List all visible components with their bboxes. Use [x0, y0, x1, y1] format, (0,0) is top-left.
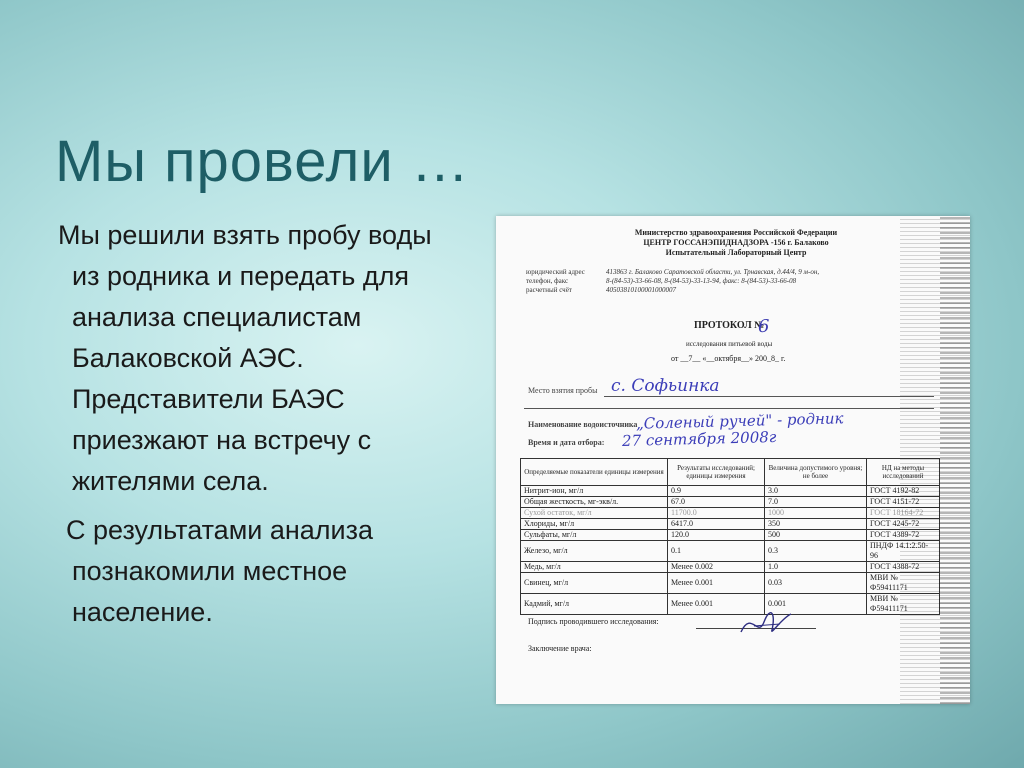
table-cell: Хлориды, мг/л: [521, 519, 668, 530]
table-cell: Железо, мг/л: [521, 541, 668, 562]
table-cell: Свинец, мг/л: [521, 573, 668, 594]
req-label-phone: телефон, факс: [526, 277, 569, 285]
table-cell: 0.001: [765, 594, 867, 615]
slide-text: [58, 215, 438, 641]
slide-title: Мы провели …: [55, 129, 470, 194]
col-header-method: НД на методы исследований: [867, 459, 940, 486]
signature-scribble: [736, 608, 796, 640]
protocol-label: ПРОТОКОЛ №: [694, 320, 765, 331]
table-cell: 11700.0: [668, 508, 765, 519]
table-cell: Менее 0.002: [668, 562, 765, 573]
table-cell: МВИ № Ф59411171: [867, 573, 940, 594]
table-cell: 0.9: [668, 486, 765, 497]
table-cell: Менее 0.001: [668, 573, 765, 594]
table-row: [521, 594, 940, 615]
req-value-account: 40503810100001000007: [606, 286, 676, 294]
table-row: [521, 486, 940, 497]
table-cell: МВИ № Ф59411171: [867, 594, 940, 615]
table-cell: Кадмий, мг/л: [521, 594, 668, 615]
req-label-address: юридический адрес: [526, 268, 585, 276]
table-cell: 500: [765, 530, 867, 541]
table-cell: 7.0: [765, 497, 867, 508]
doc-header-ministry: Министерство здравоохранения Российской Федерации: [634, 228, 838, 237]
results-table: [520, 458, 940, 615]
paragraph-2: С результатами анализа познакомили местное население.: [66, 515, 374, 627]
table-row: [521, 541, 940, 562]
table-cell: Менее 0.001: [668, 594, 765, 615]
table-row: [521, 530, 940, 541]
table-cell: 3.0: [765, 486, 867, 497]
protocol-number: 6: [758, 316, 770, 337]
conclusion-label: Заключение врача:: [528, 644, 592, 653]
paragraph-1: Мы решили взять пробу воды из родника и передать для анализа специалистам Балаковской АЭС. Представители БАЭС приезжают на встречу с жителями села.: [58, 220, 432, 496]
table-cell: 0.1: [668, 541, 765, 562]
sample-place-label: Место взятия пробы: [528, 386, 598, 395]
table-cell: ПНДФ 14.1:2.50-96: [867, 541, 940, 562]
table-cell: 0.3: [765, 541, 867, 562]
table-cell: 350: [765, 519, 867, 530]
table-cell: Нитрит-ион, мг/л: [521, 486, 668, 497]
table-cell: ГОСТ 4151-72: [867, 497, 940, 508]
source-value: „Соленый ручей" - родник: [635, 409, 844, 433]
table-cell: 120.0: [668, 530, 765, 541]
table-cell: ГОСТ 4388-72: [867, 562, 940, 573]
separator-line: [524, 408, 934, 409]
doc-header-center: ЦЕНТР ГОССАНЭПИДНАДЗОРА -156 г. Балаково: [643, 238, 829, 247]
table-cell: Сухой остаток, мг/л: [521, 508, 668, 519]
table-cell: ГОСТ 18164-72: [867, 508, 940, 519]
scan-noise-edge: [940, 216, 970, 704]
datetime-label: Время и дата отбора:: [528, 438, 605, 447]
source-label: Наименование водоисточника: [528, 420, 638, 429]
table-cell: 67.0: [668, 497, 765, 508]
sample-place-underline: [604, 396, 934, 397]
table-row: [521, 562, 940, 573]
table-cell: 1.0: [765, 562, 867, 573]
protocol-subtitle: исследования питьевой воды: [686, 340, 773, 348]
req-value-address: 413863 г. Балаково Саратовской области, ул. Трнавская, д.44/4, 9 м-он,: [606, 268, 820, 276]
table-row: [521, 519, 940, 530]
protocol-date: от __7__ «__октября__» 200_8_ г.: [671, 354, 786, 363]
table-cell: Общая жесткость, мг-экв/л.: [521, 497, 668, 508]
table-cell: 1000: [765, 508, 867, 519]
table-row: [521, 508, 940, 519]
table-cell: 0.03: [765, 573, 867, 594]
datetime-value: 27 сентября 2008г: [621, 427, 777, 451]
sample-place-value: с. Софьинка: [611, 376, 720, 396]
table-row: [521, 573, 940, 594]
req-value-phone: 8-(84-53)-33-66-08, 8-(84-53)-33-13-94, факс: 8-(84-53)-33-66-08: [606, 277, 797, 285]
doc-header-lab: Испытательный Лабораторный Центр: [665, 248, 807, 257]
table-cell: ГОСТ 4192-82: [867, 486, 940, 497]
col-header-indicator: Определяемые показатели единицы измерения: [521, 459, 668, 486]
col-header-limit: Величина допустимого уровня; не более: [765, 459, 867, 486]
signature-label: Подпись проводившего исследования:: [528, 617, 659, 626]
table-cell: 6417.0: [668, 519, 765, 530]
protocol-document-image: [496, 216, 970, 704]
req-label-account: расчетный счёт: [526, 286, 572, 294]
table-cell: ГОСТ 4389-72: [867, 530, 940, 541]
table-cell: Медь, мг/л: [521, 562, 668, 573]
table-cell: ГОСТ 4245-72: [867, 519, 940, 530]
table-cell: Сульфаты, мг/л: [521, 530, 668, 541]
table-row: [521, 497, 940, 508]
col-header-result: Результаты исследований; единицы измерения: [668, 459, 765, 486]
